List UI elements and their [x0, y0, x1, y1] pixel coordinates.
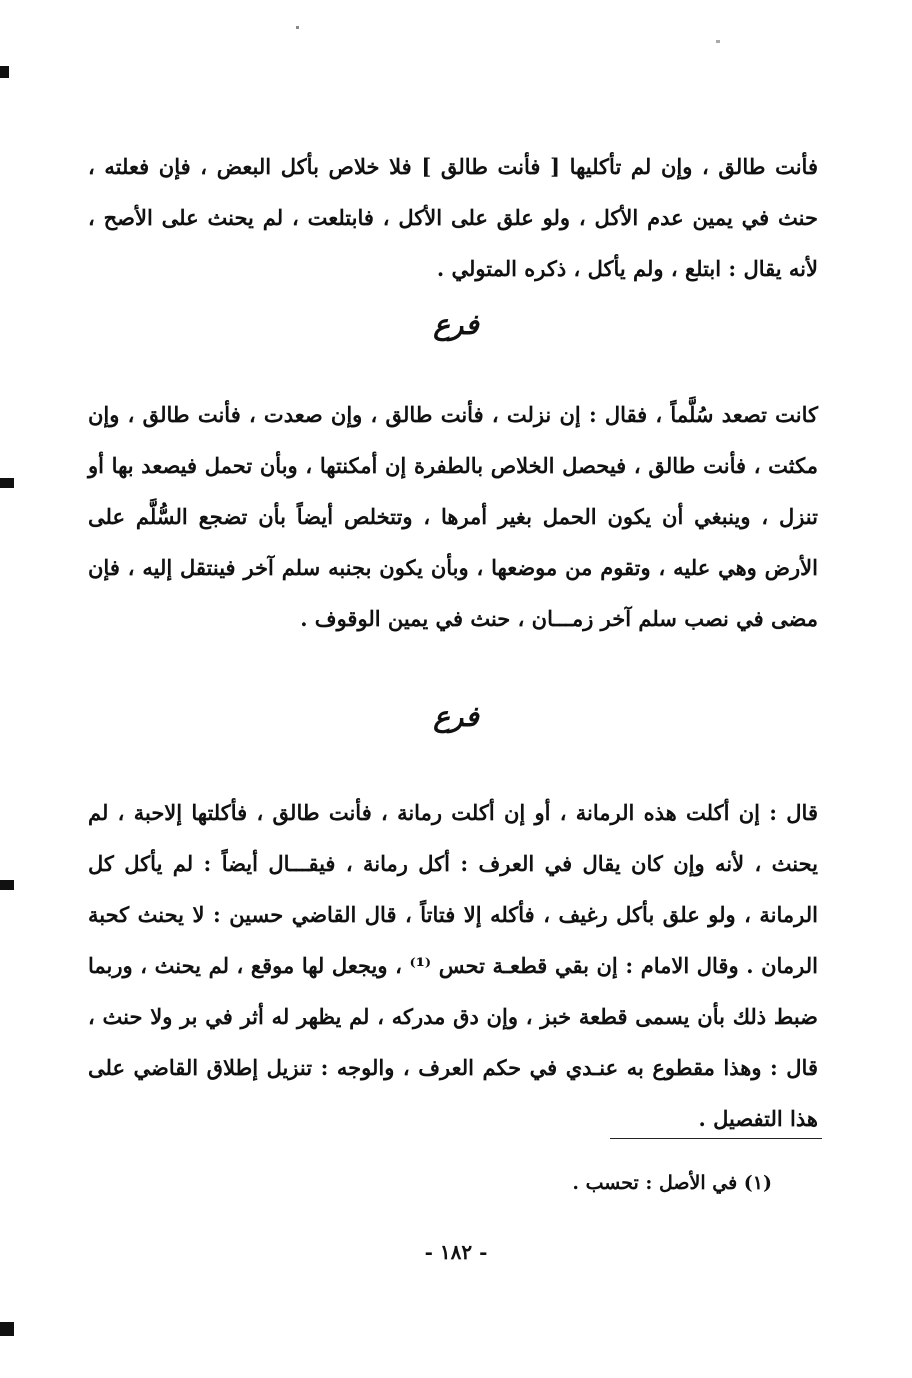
footnote: (١) في الأصل : تحسب . [572, 1172, 772, 1194]
scan-speck [716, 40, 720, 43]
scan-speck [296, 26, 299, 29]
page-number: - ١٨٢ - [424, 1240, 488, 1264]
scan-mark [0, 478, 14, 488]
scan-mark [0, 66, 9, 78]
scan-mark [0, 880, 14, 890]
section-heading: فرع [433, 700, 479, 733]
paragraph-ladder: كانت تصعد سُلَّماً ، فقال : إن نزلت ، فأنت طالق ، وإن صعدت ، فأنت طالق ، وإن مكثت ، فأنت طالق ، فيحصل الخلاص بالطفرة إن أمكنتها ، وبأن تحمل فيصعد بها أو تنزل ، وينبغي أن يكون الحمل بغير أمرها ، وتتخلص أيضاً بأن تضجع السُّلَّم على الأرض وهي عليه ، وتقوم من موضعها ، وبأن يكون بجنبه سلم آخر فينتقل إليه ، فإن مضى في نصب سلم آخر زمـــان ، حنث في يمين الوقوف . [88, 402, 818, 631]
paragraph-pomegranate: قال : إن أكلت هذه الرمانة ، أو إن أكلت رمانة ، فأنت طالق ، فأكلتها إلاحبة ، لم يحنث ، لأنه وإن كان يقال في العرف : أكل رمانة ، فيقـــال أيضاً : لم يأكل كل الرمانة ، ولو علق بأكل رغيف ، فأكله إلا فتاتاً ، قال القاضي حسين : لا يحنث كحبة الرمان . وقال الامام : إن بقي قطعـة تحس ⁽¹⁾ ، ويجعل لها موقع ، لم يحنث ، وربما ضبط ذلك بأن يسمى قطعة خبز ، وإن دق مدركه ، لم يظهر له أثر في بر ولا حنث ، قال : وهذا مقطوع به عنـدي في حكم العرف ، والوجه : تنزيل إطلاق القاضي على هذا التفصيل . [88, 800, 818, 1131]
footnote-divider [610, 1138, 822, 1139]
section-heading: فرع [433, 308, 479, 341]
paragraph-continuation: فأنت طالق ، وإن لم تأكليها [ فأنت طالق ] فلا خلاص بأكل البعض ، فإن فعلته ، حنث في يمين عدم الأكل ، ولو علق على الأكل ، فابتلعت ، لم يحنث على الأصح ، لأنه يقال : ابتلع ، ولم يأكل ، ذكره المتولي . [88, 154, 818, 281]
scan-mark [0, 1322, 14, 1336]
